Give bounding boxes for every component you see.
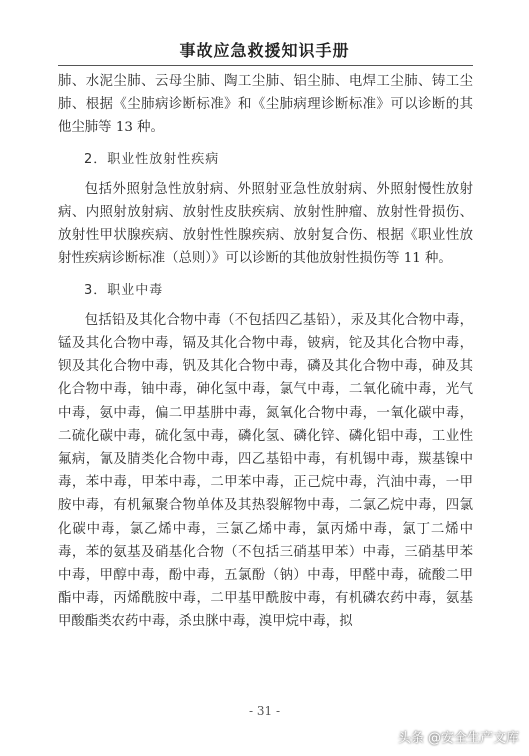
page-header-title: 事故应急救援知识手册 <box>179 41 350 60</box>
page-number: - 31 - <box>248 704 280 718</box>
section-3-paragraph: 包括铅及其化合物中毒（不包括四乙基铅），汞及其化合物中毒，锰及其化合物中毒，镉及其化合物中毒，铍病，铊及其化合物中毒，钡及其化合物中毒，钒及其化合物中毒，磷及其化合物中毒，砷及其化合物中毒，铀中毒，砷化氢中毒，氯气中毒，二氧化硫中毒，光气中毒，氨中毒，偏二甲基肼中毒，氮氧化合物中毒，一氧化碳中毒，二硫化碳中毒，硫化氢中毒，磷化氢、磷化锌、磷化铝中毒，工业性氟病，氰及腈类化合物中毒，四乙基铅中毒，有机锡中毒，羰基镍中毒，苯中毒，甲苯中毒，二甲苯中毒，正己烷中毒，汽油中毒，一甲胺中毒，有机氟聚合物单体及其热裂解物中毒，二氯乙烷中毒，四氯化碳中毒，氯乙烯中毒，三氯乙烯中毒，氯丙烯中毒，氯丁二烯中毒，苯的氨基及硝基化合物（不包括三硝基甲苯）中毒，三硝基甲苯中毒，甲醇中毒，酚中毒，五氯酚（钠）中毒，甲醛中毒，硫酸二甲酯中毒，丙烯酰胺中毒，二甲基甲酰胺中毒，有机磷农药中毒，氨基甲酸酯类农药中毒，杀虫脒中毒，溴甲烷中毒，拟 <box>58 312 473 630</box>
page-content <box>58 70 473 634</box>
intro-paragraph: 肺、水泥尘肺、云母尘肺、陶工尘肺、铝尘肺、电焊工尘肺、铸工尘肺、根据《尘肺病诊断标准》和《尘肺病理诊断标准》可以诊断的其他尘肺等 13 种。 <box>58 74 473 136</box>
section-2-heading: 2．职业性放射性疾病 <box>84 151 220 167</box>
section-2-paragraph: 包括外照射急性放射病、外照射亚急性放射病、外照射慢性放射病、内照射放射病、放射性皮肤疾病、放射性肿瘤、放射性骨损伤、放射性甲状腺疾病、放射性性腺疾病、放射复合伤、根据《职业性放射性疾病诊断标准（总则）》可以诊断的其他放射性损伤等 11 种。 <box>58 181 473 267</box>
section-3-heading: 3．职业中毒 <box>84 282 164 298</box>
header-divider <box>58 65 473 66</box>
watermark-label: 头条 @安全生产文库 <box>397 731 519 746</box>
